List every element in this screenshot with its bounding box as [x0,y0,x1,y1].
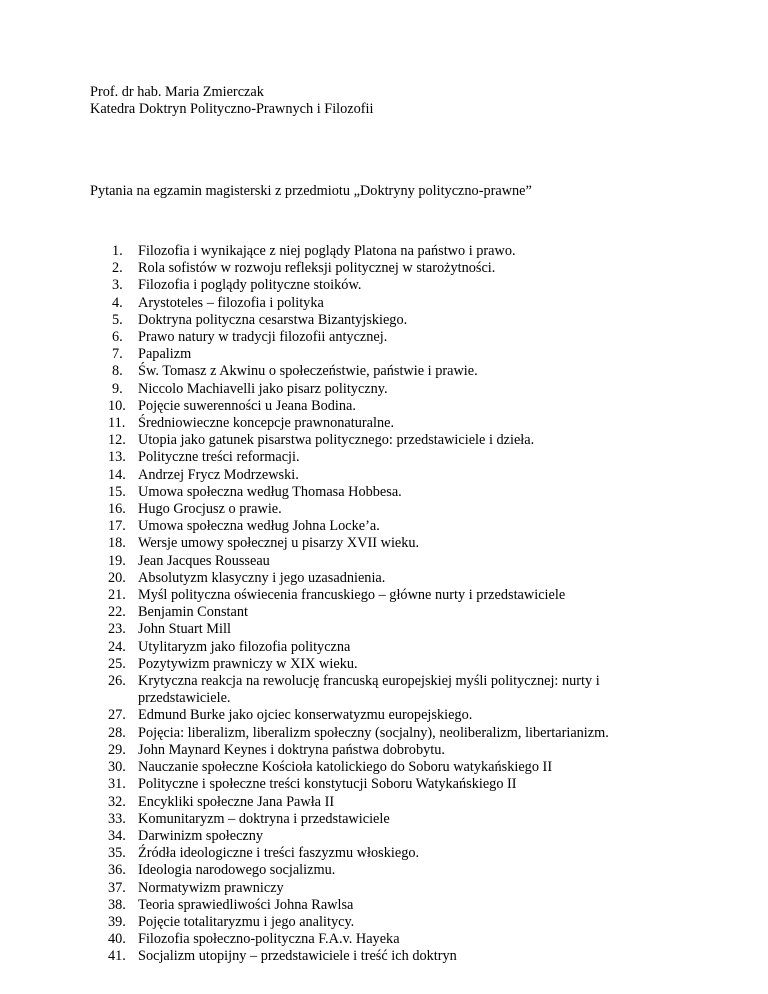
question-text: Średniowieczne koncepcje prawnonaturalne. [138,415,395,432]
question-number: 10. [108,397,126,414]
question-text: Krytyczna reakcja na rewolucję francuską europejskiej myśli politycznej: nurty i przedstawiciele. [138,673,600,707]
question-item [90,725,690,742]
question-text: Normatywizm prawniczy [138,879,284,896]
question-item [90,914,690,931]
question-number: 7. [112,346,123,363]
question-item [90,518,690,535]
question-item [90,501,690,518]
question-text: Filozofia i poglądy polityczne stoików. [138,277,362,294]
question-item [90,449,690,466]
questions-list [90,243,690,966]
question-text: Teoria sprawiedliwości Johna Rawlsa [138,896,354,913]
question-number: 21. [108,587,126,604]
question-item [90,656,690,673]
question-number: 22. [108,604,126,621]
question-item [90,535,690,552]
question-text: John Maynard Keynes i doktryna państwa dobrobytu. [138,741,445,758]
question-number: 40. [108,931,126,948]
question-item [90,794,690,811]
question-text: Niccolo Machiavelli jako pisarz polityczny. [138,380,388,397]
question-item [90,707,690,724]
question-number: 11. [108,415,126,432]
question-number: 19. [108,552,126,569]
question-text: Benjamin Constant [138,604,248,621]
question-text: Myśl polityczna oświecenia francuskiego – główne nurty i przedstawiciele [138,587,566,604]
question-text: Wersje umowy społecznej u pisarzy XVII wieku. [138,535,420,552]
question-item [90,553,690,570]
question-number: 37. [108,879,126,896]
question-number: 25. [108,655,126,672]
question-number: 14. [108,466,126,483]
question-text: Utylitaryzm jako filozofia polityczna [138,638,351,655]
question-item [90,604,690,621]
question-text: Doktryna polityczna cesarstwa Bizantyjskiego. [138,311,408,328]
question-item [90,587,690,604]
question-item [90,828,690,845]
question-number: 2. [112,260,123,277]
question-item [90,811,690,828]
question-number: 41. [108,948,126,965]
question-item [90,931,690,948]
question-text: Filozofia społeczno-polityczna F.A.v. Hayeka [138,931,400,948]
question-number: 15. [108,483,126,500]
question-text: Źródła ideologiczne i treści faszyzmu włoskiego. [138,845,420,862]
question-item [90,243,690,260]
question-item [90,415,690,432]
question-number: 4. [112,294,123,311]
question-text: Absolutyzm klasyczny i jego uzasadnienia. [138,569,386,586]
question-number: 28. [108,724,126,741]
question-number: 26. [108,673,126,690]
question-number: 29. [108,741,126,758]
question-number: 32. [108,793,126,810]
question-item [90,776,690,793]
question-item [90,260,690,277]
question-text: Polityczne treści reformacji. [138,449,300,466]
question-item [90,381,690,398]
question-text: Socjalizm utopijny – przedstawiciele i treść ich doktryn [138,948,457,965]
question-number: 33. [108,810,126,827]
question-number: 38. [108,896,126,913]
question-item [90,570,690,587]
question-text: Komunitaryzm – doktryna i przedstawiciele [138,810,390,827]
question-text: Pojęcie suwerenności u Jeana Bodina. [138,397,356,414]
question-item [90,467,690,484]
question-item [90,398,690,415]
question-text: Encykliki społeczne Jana Pawła II [138,793,335,810]
question-number: 13. [108,449,126,466]
question-number: 6. [112,329,123,346]
question-item [90,346,690,363]
question-text: Filozofia i wynikające z niej poglądy Platona na państwo i prawo. [138,243,516,259]
question-text: Św. Tomasz z Akwinu o społeczeństwie, państwie i prawie. [138,363,478,380]
question-text: Darwinizm społeczny [138,827,264,844]
question-item [90,862,690,879]
question-text: Umowa społeczna według Johna Locke’a. [138,518,380,535]
question-text: Edmund Burke jako ojciec konserwatyzmu europejskiego. [138,707,473,724]
question-number: 5. [112,311,123,328]
question-item [90,880,690,897]
question-item [90,277,690,294]
question-item [90,484,690,501]
question-text: Polityczne i społeczne treści konstytucji Soboru Watykańskiego II [138,776,517,793]
question-item [90,639,690,656]
question-item [90,845,690,862]
question-number: 39. [108,913,126,930]
question-text: Prawo natury w tradycji filozofii antycznej. [138,329,388,346]
question-item [90,363,690,380]
question-item [90,948,690,965]
question-number: 24. [108,638,126,655]
question-item [90,432,690,449]
question-text: John Stuart Mill [138,621,231,638]
question-text: Hugo Grocjusz o prawie. [138,501,282,518]
question-number: 18. [108,535,126,552]
question-number: 8. [112,363,123,380]
question-number: 34. [108,827,126,844]
question-text: Umowa społeczna według Thomasa Hobbesa. [138,483,402,500]
question-number: 23. [108,621,126,638]
question-item [90,312,690,329]
question-item [90,897,690,914]
question-item [90,295,690,312]
question-number: 17. [108,518,126,535]
author-line: Prof. dr hab. Maria Zmierczak [90,84,264,100]
question-number: 35. [108,845,126,862]
question-text: Jean Jacques Rousseau [138,552,270,569]
exam-title: Pytania na egzamin magisterski z przedmiotu „Doktryny polityczno-prawne” [90,183,532,199]
question-text: Arystoteles – filozofia i polityka [138,294,324,311]
department-line: Katedra Doktryn Polityczno-Prawnych i Filozofii [90,101,374,118]
question-item [90,742,690,759]
question-item [90,759,690,776]
question-text: Pozytywizm prawniczy w XIX wieku. [138,655,358,672]
question-item [90,329,690,346]
question-number: 1. [112,243,123,259]
question-number: 20. [108,569,126,586]
question-text: Nauczanie społeczne Kościoła katolickiego do Soboru watykańskiego II [138,759,553,776]
question-text: Utopia jako gatunek pisarstwa politycznego: przedstawiciele i dzieła. [138,432,535,449]
question-text: Andrzej Frycz Modrzewski. [138,466,299,483]
question-number: 9. [112,380,123,397]
question-number: 12. [108,432,126,449]
question-number: 3. [112,277,123,294]
question-text: Pojęcia: liberalizm, liberalizm społeczny (socjalny), neoliberalizm, libertarianizm. [138,724,609,741]
question-number: 31. [108,776,126,793]
question-item [90,673,690,707]
question-number: 36. [108,862,126,879]
question-text: Rola sofistów w rozwoju refleksji politycznej w starożytności. [138,260,496,277]
question-item [90,621,690,638]
question-number: 27. [108,707,126,724]
question-text: Ideologia narodowego socjalizmu. [138,862,336,879]
question-text: Papalizm [138,346,192,363]
question-text: Pojęcie totalitaryzmu i jego analitycy. [138,913,355,930]
question-number: 16. [108,501,126,518]
question-number: 30. [108,759,126,776]
document-header [90,84,374,118]
